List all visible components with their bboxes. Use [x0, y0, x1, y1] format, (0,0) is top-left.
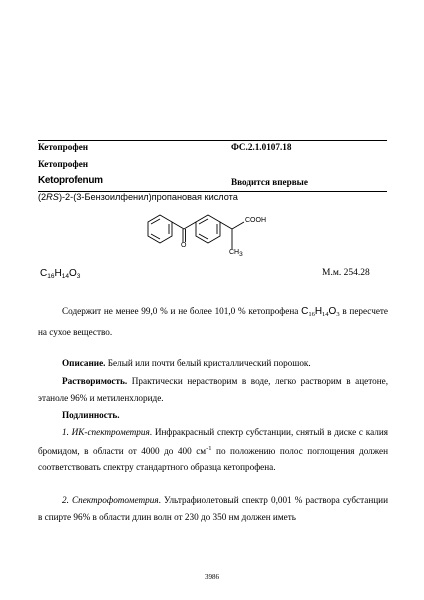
fs-code-text: ФС.2.1.0107.18 [231, 142, 292, 152]
o-text: O [181, 242, 187, 249]
uv-paragraph [38, 492, 388, 525]
formula-o: O [68, 268, 77, 279]
solubility-label: Растворимость. [62, 376, 128, 386]
identity-label: Подлинность. [62, 410, 120, 420]
iupac-italic: RS [46, 192, 59, 202]
molecular-formula [40, 268, 80, 280]
fs-code [231, 142, 291, 152]
content-o: O [328, 306, 337, 317]
uv-num: 2. [62, 495, 69, 505]
identity-heading [38, 407, 388, 424]
solubility-text: Практически нерастворим в воде, легко растворим в ацетоне, этаноле 96% и метиленхлориде. [38, 376, 388, 403]
ir-text2: по положению полос поглощения должен соответствовать спектру стандартного образца кетопрофена. [38, 445, 388, 472]
label-cooh [245, 217, 266, 224]
iupac-prefix: (2 [38, 192, 47, 202]
name-latin [38, 175, 388, 186]
page-number-text: 3986 [205, 573, 219, 581]
name-latin-text: Ketoprofenum [38, 175, 103, 186]
formula-h: H [54, 268, 62, 279]
iupac-name [38, 192, 388, 202]
page-number [0, 573, 424, 581]
content-h-n: 14 [322, 311, 329, 318]
content-c-n: 16 [308, 311, 315, 318]
ketoprofen-structure [140, 212, 300, 270]
cooh-text: COOH [245, 217, 266, 224]
solubility-paragraph [38, 373, 388, 406]
uv-label: Спектрофотометрия [68, 495, 159, 505]
mw-text: М.м. 254.28 [322, 268, 370, 278]
formula-o-n: 3 [76, 273, 81, 280]
content-h: H [314, 306, 323, 317]
label-o [181, 242, 186, 249]
content-o-n: 3 [336, 311, 340, 318]
status [231, 177, 308, 187]
description-label: Описание. [62, 358, 106, 368]
status-text: Вводится впервые [231, 177, 308, 187]
ch3-subscript: 3 [239, 251, 243, 258]
iupac-rest: )-2-(3-Бензоилфенил)пропановая кислота [58, 192, 238, 202]
content-text2: в пересчете на сухое вещество. [38, 306, 388, 337]
monograph-title [38, 142, 388, 152]
title-ru: Кетопрофен [38, 142, 89, 152]
molecular-weight [322, 268, 370, 278]
ch-text: CH [229, 249, 240, 256]
label-ch3 [229, 249, 243, 258]
content-text1: Содержит не менее 99,0 % и не более 101,0 % кетопрофена [62, 306, 302, 316]
bond-c1 [172, 222, 184, 229]
formula-h-n: 14 [61, 273, 69, 280]
name-ru [38, 159, 388, 169]
content-c: C [301, 306, 309, 317]
bond-c2 [184, 222, 196, 229]
uv-text: . Ультрафиолетовый спектр 0,001 % раствора субстанции в спирте 96% в области длин волн от 230 до 350 нм должен иметь [38, 495, 388, 522]
ir-sup: -1 [206, 444, 212, 452]
formula-c: C [40, 268, 48, 279]
ir-label: ИК-спектрометрия [68, 427, 150, 437]
formula-c-n: 16 [47, 273, 55, 280]
content-paragraph [38, 303, 388, 340]
ir-num: 1. [62, 427, 69, 437]
name-ru-text: Кетопрофен [38, 159, 89, 169]
top-rule [38, 140, 387, 141]
description-paragraph [38, 355, 388, 372]
ir-text1: . Инфракрасный спектр субстанции, снятый в диске с калия бромидом, в области от 4000 до 400 см [38, 427, 388, 456]
ir-paragraph [38, 424, 388, 476]
description-text: Белый или почти белый кристаллический порошок. [105, 358, 311, 368]
